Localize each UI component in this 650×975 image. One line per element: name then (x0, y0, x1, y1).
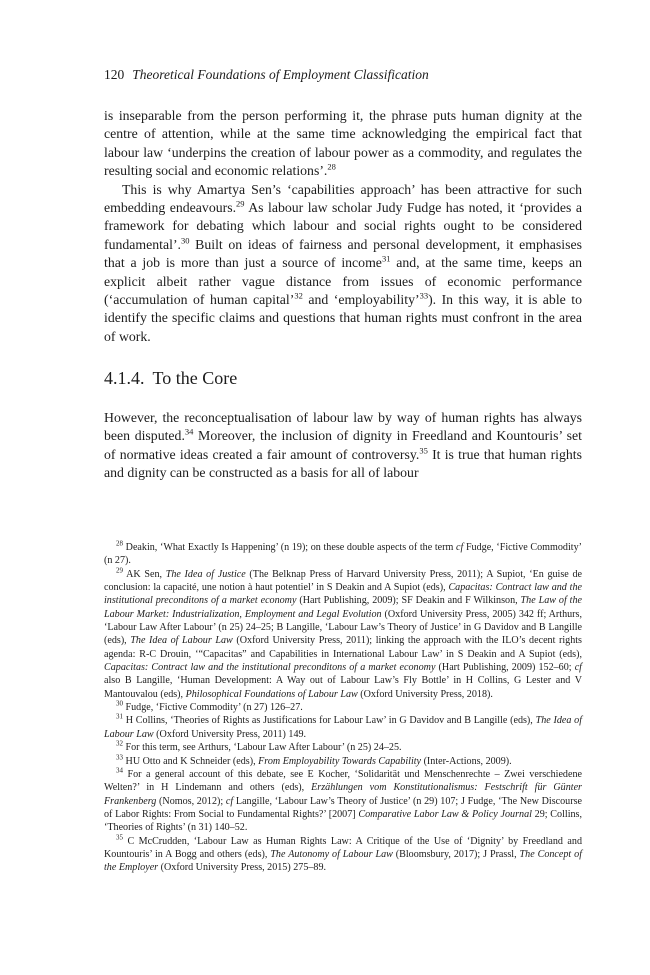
footnote (104, 768, 582, 835)
text-run: 29; Collins, ‘Theories of Rights’ (n 31) 140–52. (104, 808, 582, 834)
footnote-ref: 30 (116, 699, 123, 708)
footnote (104, 835, 582, 875)
paragraph (104, 409, 582, 483)
paragraph (104, 181, 582, 347)
text-run: C McCrudden, ‘Labour Law as Human Rights Law: A Critique of the Use of ‘Dignity’ by Freedland and Kountouris’ in A Bogg and others (eds), (104, 835, 582, 860)
italic-text: The Idea of Labour Law (130, 635, 233, 647)
text-run: For this term, see Arthurs, ‘Labour Law After Labour’ (n 25) 24–25. (123, 742, 402, 754)
page-number: 120 (104, 67, 125, 82)
text-run: (Oxford University Press, 2011); linking the approach with the ILO’s decent rights agenda: R-C Drouin, ‘“Capacitas” and Capabilities in International Labour Law’ in S Deakin and A Supiot (eds), (104, 635, 582, 660)
footnote (104, 541, 582, 568)
italic-text: cf (456, 542, 464, 553)
paragraph (104, 107, 582, 181)
body-text-lower (104, 409, 582, 483)
italic-text: The Autonomy of Labour Law (270, 848, 393, 860)
running-title: Theoretical Foundations of Employment Classification (132, 67, 429, 82)
footnote-ref: 30 (181, 235, 190, 246)
footnote-ref: 35 (116, 833, 123, 842)
footnote (104, 714, 582, 741)
text-run: and, at the same time, keeps an explicit albeit rather vague distance from issues of economic performance (‘accumulation of human capital’ (104, 255, 582, 308)
text-run: This is why Amartya Sen’s ‘capabilities approach’ has been attractive for such embedding endeavours. (104, 181, 582, 216)
footnote (104, 568, 582, 701)
text-run: (Hart Publishing, 2009); SF Deakin and F Wilkinson, (296, 595, 521, 607)
body-text-upper (104, 107, 582, 346)
footnote-ref: 28 (327, 161, 336, 172)
text-run: (Bloomsbury, 2017); J Prassl, (392, 848, 520, 860)
footnote-ref: 35 (419, 445, 428, 456)
text-run: is inseparable from the person performing it, the phrase puts human dignity at the centre of attention, while at the same time acknowledging the empirical fact that labour law ‘underpins the creation of labour power as a commodity, and regulates the resulting social and economic relations’. (104, 108, 582, 179)
text-run: (Oxford University Press, 2015) 275–89. (158, 862, 327, 874)
footnote (104, 755, 582, 768)
text-run: Fudge, ‘Fictive Commodity’ (n 27) 126–27. (123, 702, 303, 714)
footnote-ref: 28 (116, 539, 123, 548)
footnote-ref: 33 (116, 753, 123, 762)
footnotes (104, 541, 582, 875)
footnote-ref: 34 (116, 766, 123, 775)
footnote-ref: 34 (184, 426, 194, 437)
text-run: As labour law scholar Judy Fudge has noted, it ‘provides a framework for debating which labour and social rights ought to be considered fundamental’. (104, 200, 582, 252)
text-run: HU Otto and K Schneider (eds), (123, 755, 259, 767)
text-run: (The Belknap Press of Harvard University Press, 2011); A Supiot, ‘En guise de conclusion: la capacité, une notion à haut potentiel’ in S Deakin and A Supiot (eds), (104, 568, 582, 594)
italic-text: From Employability Towards Capability (258, 755, 422, 767)
text-run: also B Langille, ‘Human Development: A Way out of Labour Law’s Fly Bottle’ in H Collins, G Lester and V Mantouvalou (eds), (104, 675, 582, 700)
text-run: (Inter-Actions, 2009). (421, 755, 512, 767)
text-run: Fudge, ‘Fictive Commodity’ (n 27). (104, 542, 582, 567)
footnote (104, 701, 582, 714)
text-run: Langille, ‘Labour Law’s Theory of Justice’ (n 29) 107; J Fudge, ‘The New Discourse of Labor Rights: From Social to Fundamental Rights?’ [2007] (104, 795, 582, 820)
footnote-ref: 29 (116, 566, 123, 575)
text-run: (Oxford University Press, 2005) 342 ff; Arthurs, ‘Labour Law After Labour’ (n 25) 24–25; B Langille, ‘Labour Law’s Theory of Justice’ in G Davidov and B Langille (eds), (104, 608, 582, 647)
running-header (104, 66, 584, 84)
italic-text: Capacitas: Contract law and the institutional preconditons of a market economy (104, 582, 582, 607)
text-run: (Nomos, 2012); (156, 795, 226, 807)
text-run: AK Sen, (123, 568, 166, 580)
italic-text: The Concept of the Employer (104, 848, 582, 874)
italic-text: cf (574, 662, 582, 674)
italic-text: cf (225, 795, 234, 807)
footnote-ref: 31 (116, 713, 123, 722)
text-run: It is true that human rights and dignity can be constructed as a basis for all of labour (104, 446, 582, 481)
footnote-ref: 29 (236, 198, 245, 209)
text-run: and ‘employability’ (302, 292, 420, 308)
text-run: For a general account of this debate, see E Kocher, ‘Solidarität und Menschenrechte – Zwei verschiedene Welten?’ in H Lindemann and others (eds), (104, 768, 582, 794)
footnote-ref: 32 (294, 290, 303, 301)
italic-text: The Law of the Labour Market: Industrialization, Employment and Legal Evolution (104, 595, 582, 620)
italic-text: Capacitas: Contract law and the institutional preconditons of a market economy (104, 662, 436, 674)
text-run: ). In this way, it is able to identify the specific claims and questions that human rights must confront in the area of work. (104, 292, 582, 344)
text-run: (Oxford University Press, 2018). (357, 688, 493, 700)
italic-text: The Idea of Justice (165, 568, 246, 580)
text-run: Built on ideas of fairness and personal development, it emphasises that a job is more than just a source of income (104, 236, 582, 271)
section-title: To the Core (152, 368, 238, 388)
italic-text: Erzählungen vom Konstitutionalismus: Festschrift für Günter Frankenberg (104, 782, 582, 807)
italic-text: Philosophical Foundations of Labour Law (185, 688, 358, 700)
text-run: However, the reconceptualisation of labour law by way of human rights has always been disputed. (104, 410, 582, 444)
italic-text: The Idea of Labour Law (104, 715, 583, 740)
text-run: (Oxford University Press, 2011) 149. (153, 728, 307, 740)
text-run: (Hart Publishing, 2009) 152–60; (435, 662, 575, 674)
text-run: H Collins, ‘Theories of Rights as Justifications for Labour Law’ in G Davidov and B Langille (eds), (123, 715, 536, 727)
footnote-ref: 33 (419, 290, 429, 301)
text-run: Deakin, ‘What Exactly Is Happening’ (n 19); on these double aspects of the term (123, 542, 456, 553)
footnote-ref: 32 (116, 739, 123, 748)
footnote (104, 741, 582, 754)
footnote-ref: 31 (381, 253, 391, 264)
section-number: 4.1.4. (104, 368, 145, 388)
section-heading (104, 366, 582, 390)
italic-text: Comparative Labor Law & Policy Journal (358, 808, 532, 820)
text-run: Moreover, the inclusion of dignity in Freedland and Kountouris’ set of normative ideas created a fair amount of controversy. (104, 428, 582, 462)
